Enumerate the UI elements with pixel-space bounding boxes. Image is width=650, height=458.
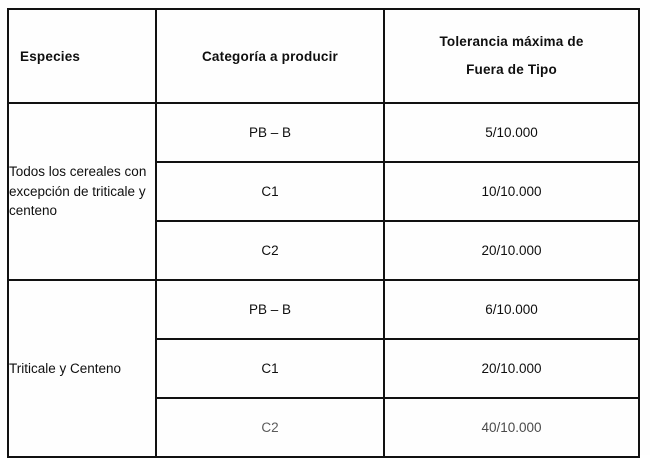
cell-tolerancia: 20/10.000 <box>384 339 639 398</box>
header-label-tolerancia <box>385 28 638 85</box>
header-label-especies: Especies <box>20 48 81 64</box>
cell-tolerancia: 10/10.000 <box>384 162 639 221</box>
cell-categoria: C2 <box>156 398 384 457</box>
table-row <box>8 103 639 162</box>
table-row <box>8 280 639 339</box>
group-cell-cereales: Todos los cereales con excepción de triticale y centeno <box>8 103 156 280</box>
cell-categoria: PB – B <box>156 103 384 162</box>
tolerance-table <box>7 8 640 458</box>
header-label-tolerancia-line1: Tolerancia máxima de <box>439 33 584 49</box>
cell-categoria: PB – B <box>156 280 384 339</box>
cell-tolerancia: 6/10.000 <box>384 280 639 339</box>
header-cell-tolerancia <box>384 9 639 103</box>
cell-tolerancia: 40/10.000 <box>384 398 639 457</box>
header-cell-especies <box>8 9 156 103</box>
cell-tolerancia: 5/10.000 <box>384 103 639 162</box>
header-label-categoria: Categoría a producir <box>201 48 339 64</box>
cell-categoria: C1 <box>156 162 384 221</box>
header-cell-categoria <box>156 9 384 103</box>
group-cell-triticale-centeno: Triticale y Centeno <box>8 280 156 457</box>
cell-tolerancia: 20/10.000 <box>384 221 639 280</box>
header-label-tolerancia-line2: Fuera de Tipo <box>466 62 557 77</box>
cell-categoria: C2 <box>156 221 384 280</box>
cell-categoria: C1 <box>156 339 384 398</box>
table-header-row <box>8 9 639 103</box>
